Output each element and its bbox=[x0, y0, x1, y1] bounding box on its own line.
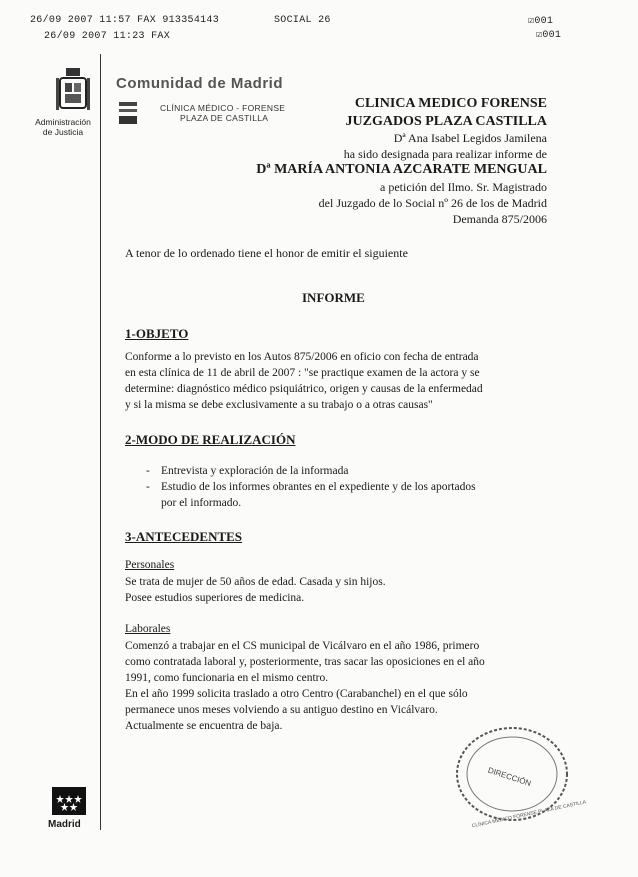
section-2-item: Entrevista y exploración de la informada bbox=[161, 465, 349, 477]
svg-text:DIRECCIÓN: DIRECCIÓN bbox=[486, 765, 533, 789]
bullet-dash: - bbox=[146, 481, 150, 493]
justice-crest-icon bbox=[56, 66, 90, 116]
header-clinic: CLINICA MEDICO FORENSE bbox=[354, 96, 547, 111]
laborales-line: En el año 1999 solicita traslado a otro Centro (Carabanchel) en el que sólo bbox=[125, 688, 468, 700]
section-2-item: Estudio de los informes obrantes en el expediente y de los aportados bbox=[161, 481, 476, 493]
header-case-number: Demanda 875/2006 bbox=[452, 212, 547, 226]
section-1-line: y si la misma se debe exclusivamente a su trabajo o a otras causas" bbox=[125, 399, 433, 411]
sidebar-divider bbox=[100, 54, 101, 830]
header-request: a petición del Ilmo. Sr. Magistrado bbox=[380, 180, 547, 194]
header-courts: JUZGADOS PLAZA CASTILLA bbox=[345, 114, 547, 129]
fax-department: SOCIAL 26 bbox=[274, 15, 331, 26]
personales-label: Personales bbox=[125, 559, 175, 571]
fax-page-icon: ☑ bbox=[528, 16, 535, 27]
report-title: INFORME bbox=[302, 290, 365, 305]
official-stamp bbox=[448, 720, 587, 830]
comunidad-logo-text: Comunidad de Madrid bbox=[116, 75, 283, 92]
clinic-label-small: CLÍNICA MÉDICO - FORENSE bbox=[160, 103, 286, 113]
section-2-item-cont: por el informado. bbox=[161, 497, 242, 509]
laborales-line: Actualmente se encuentra de baja. bbox=[125, 720, 283, 732]
personales-line: Se trata de mujer de 50 años de edad. Casada y sin hijos. bbox=[125, 576, 386, 588]
section-2-heading: 2-MODO DE REALIZACIÓN bbox=[125, 432, 296, 447]
laborales-line: permanece unos meses volviendo a su antiguo destino en Vicálvaro. bbox=[125, 704, 438, 716]
section-3-heading: 3-ANTECEDENTES bbox=[125, 529, 243, 544]
section-1-line: en esta clínica de 11 de abril de 2007 : "se practique examen de la actora y se bbox=[125, 367, 480, 379]
fax-page-1: ☑001 bbox=[528, 16, 554, 27]
svg-text:CLÍNICA MÉDICO FORENSE PLAZA D: CLÍNICA MÉDICO FORENSE PLAZA DE CASTILLA bbox=[471, 799, 587, 830]
header-doctor: Dª Ana Isabel Legidos Jamilena bbox=[393, 131, 547, 145]
section-1-heading: 1-OBJETO bbox=[125, 326, 189, 341]
bullet-dash: - bbox=[146, 465, 150, 477]
fax-page-2: ☑001 bbox=[536, 30, 562, 41]
header-designation: ha sido designada para realizar informe de bbox=[343, 147, 547, 161]
section-1-line: determine: diagnóstico médico psiquiátrico, origen y causas de la enfermedad bbox=[125, 383, 483, 395]
intro-text: A tenor de lo ordenado tiene el honor de emitir el siguiente bbox=[125, 246, 408, 260]
madrid-logo-icon bbox=[52, 787, 86, 815]
personales-line: Posee estudios superiores de medicina. bbox=[125, 592, 305, 604]
laborales-label: Laborales bbox=[125, 623, 171, 635]
clinic-location-small: PLAZA DE CASTILLA bbox=[180, 113, 269, 123]
administration-label: Administración de Justicia bbox=[35, 117, 91, 137]
laborales-line: Comenzó a trabajar en el CS municipal de Vicálvaro en el año 1986, primero bbox=[125, 640, 480, 652]
fax-page-icon: ☑ bbox=[536, 30, 543, 41]
header-court: del Juzgado de lo Social nº 26 de los de Madrid bbox=[318, 196, 547, 210]
fax-timestamp-2: 26/09 2007 11:23 FAX bbox=[44, 31, 171, 42]
section-1-line: Conforme a lo previsto en los Autos 875/2006 en oficio con fecha de entrada bbox=[125, 351, 479, 363]
laborales-line: 1991, como funcionaria en el mismo centro. bbox=[125, 672, 329, 684]
header-patient: Dª MARÍA ANTONIA AZCARATE MENGUAL bbox=[256, 162, 547, 177]
fax-timestamp-1: 26/09 2007 11:57 FAX 913354143 bbox=[30, 15, 220, 26]
laborales-line: como contratada laboral y, posteriormente, tras sacar las oposiciones en el año bbox=[125, 656, 485, 668]
comunidad-emblem-icon bbox=[118, 100, 138, 126]
madrid-label: Madrid bbox=[48, 819, 81, 830]
